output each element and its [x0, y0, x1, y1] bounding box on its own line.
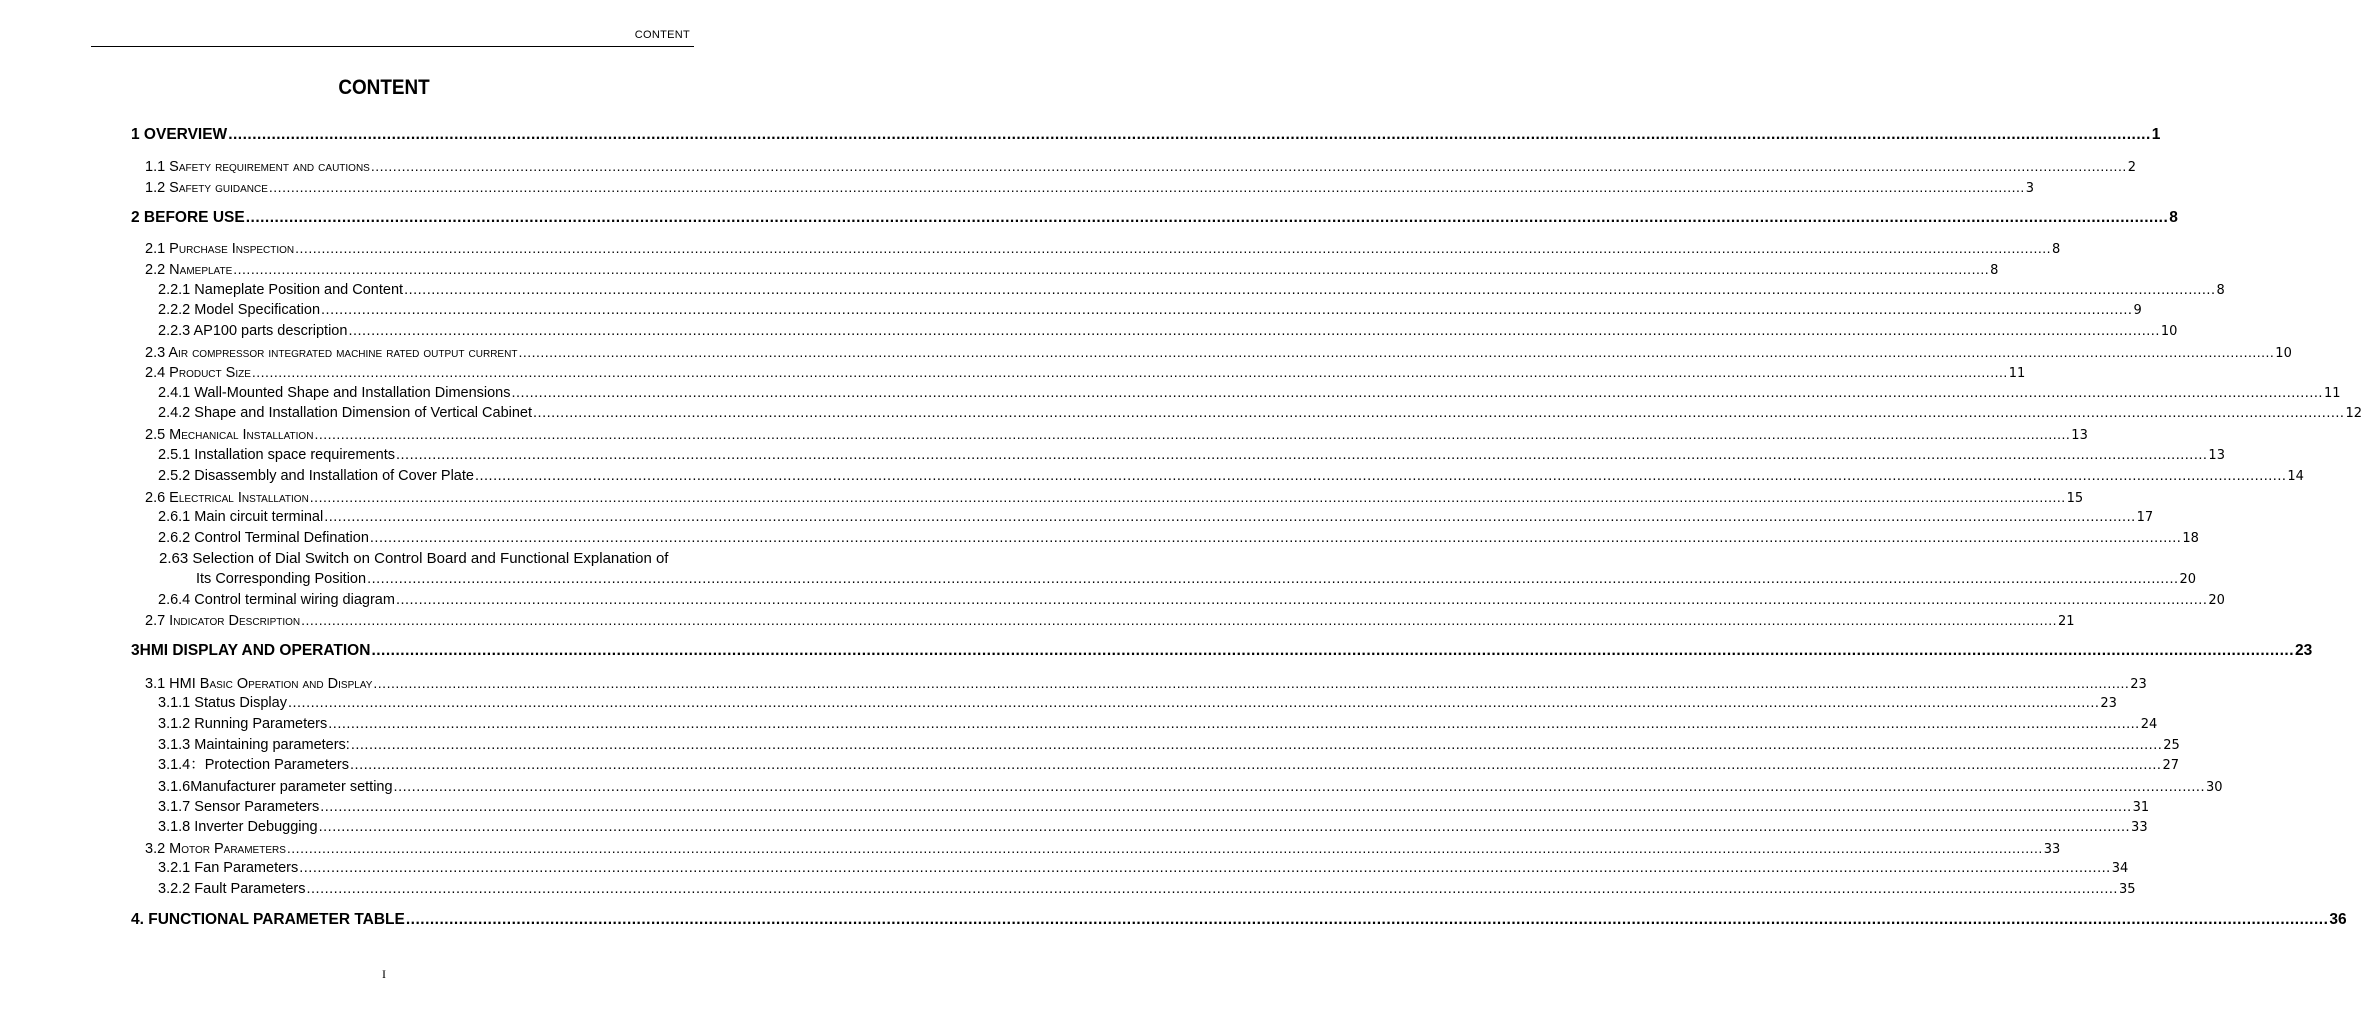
toc-entry[interactable]: [145, 342, 2292, 364]
toc-leader-dots: ................................................................................................................................................................................................................................................................................................................................................................................................................: [318, 819, 2131, 835]
toc-entry-label: 2.2.2 Model Specification: [158, 302, 321, 318]
toc-leader-dots: ................................................................................................................................................................................................................................................................................................................................................................................................................: [393, 779, 2205, 795]
toc-entry-page: 33: [2131, 820, 2148, 835]
toc-entry-page: 35: [2118, 882, 2136, 897]
toc-entry[interactable]: [145, 673, 2147, 695]
toc-leader-dots: ................................................................................................................................................................................................................................................................................................................................................................................................................: [295, 240, 2052, 256]
toc-entry-label: 3.1.8 Inverter Debugging: [158, 819, 318, 835]
toc-entry-page: 17: [2136, 510, 2154, 525]
toc-entry[interactable]: [158, 817, 2148, 838]
toc-entry-page: 20: [2208, 593, 2225, 608]
toc-entry[interactable]: [158, 858, 2129, 879]
toc-entry[interactable]: [158, 714, 2158, 735]
toc-leader-dots: ................................................................................................................................................................................................................................................................................................................................................................................................................: [350, 757, 2162, 773]
toc-leader-dots: ................................................................................................................................................................................................................................................................................................................................................................................................................: [395, 447, 2208, 463]
toc-entry-label: 2 BEFORE USE: [131, 209, 245, 226]
toc-entry-label: 2.1 Purchase Inspection: [145, 241, 295, 257]
toc-leader-dots: ................................................................................................................................................................................................................................................................................................................................................................................................................: [350, 737, 2163, 753]
toc-entry-page: 34: [2111, 861, 2129, 876]
toc-entry-page: 30: [2205, 780, 2223, 795]
toc-entry[interactable]: [145, 838, 2061, 860]
toc-entry[interactable]: [145, 156, 2136, 178]
toc-entry-page: 23: [2100, 696, 2117, 711]
toc-entry-label: 3.1.2 Running Parameters: [158, 716, 328, 732]
toc-entry-label: Its Corresponding Position: [196, 571, 367, 587]
toc-leader-dots: ................................................................................................................................................................................................................................................................................................................................................................................................................: [268, 179, 2025, 195]
toc-entry-page: 36: [2329, 911, 2347, 928]
toc-entry[interactable]: [145, 238, 2061, 260]
toc-leader-dots: ................................................................................................................................................................................................................................................................................................................................................................................................................: [324, 509, 2136, 525]
toc-entry-page: 18: [2182, 531, 2199, 546]
toc-entry-page: 23: [2130, 677, 2147, 692]
toc-entry[interactable]: [196, 569, 2197, 590]
toc-leader-dots: ................................................................................................................................................................................................................................................................................................................................................................................................................: [369, 530, 2182, 546]
toc-entry-page: 10: [2160, 324, 2178, 339]
toc-entry-page: 13: [2071, 428, 2088, 443]
toc-entry-label: 2.3 Air compressor integrated machine rated output current: [145, 345, 518, 361]
toc-entry-label: 1.1 Safety requirement and cautions: [145, 159, 370, 175]
toc-entry-label: 2.6.4 Control terminal wiring diagram: [158, 592, 395, 608]
toc-entry-label: 2.2.1 Nameplate Position and Content: [158, 282, 404, 298]
toc-entry-page: 24: [2140, 717, 2158, 732]
toc-entry-page: 15: [2066, 491, 2084, 506]
toc-entry-label: 4. FUNCTIONAL PARAMETER TABLE: [131, 911, 405, 928]
toc-entry[interactable]: [158, 383, 2341, 404]
toc-leader-dots: ................................................................................................................................................................................................................................................................................................................................................................................................................: [395, 592, 2208, 608]
toc-entry-label: 3HMI DISPLAY AND OPERATION: [131, 642, 371, 659]
toc-leader-dots: ................................................................................................................................................................................................................................................................................................................................................................................................................: [251, 364, 2008, 380]
toc-entry-page: 10: [2275, 346, 2292, 361]
toc-leader-dots: ................................................................................................................................................................................................................................................................................................................................................................................................................: [367, 571, 2179, 587]
toc-entry-page: 27: [2162, 758, 2179, 773]
toc-entry-page: 12: [2345, 406, 2362, 421]
toc-entry-label: 2.5 Mechanical Installation: [145, 427, 314, 443]
toc-entry-page: 20: [2179, 572, 2197, 587]
toc-entry-page: 8: [2216, 283, 2225, 298]
toc-entry-label: 3.2.1 Fan Parameters: [158, 860, 299, 876]
toc-entry[interactable]: [158, 693, 2117, 714]
toc-leader-dots: ................................................................................................................................................................................................................................................................................................................................................................................................................: [245, 209, 2169, 226]
toc-entry-page: 25: [2163, 738, 2180, 753]
toc-entry[interactable]: [158, 735, 2180, 756]
toc-leader-dots: ................................................................................................................................................................................................................................................................................................................................................................................................................: [518, 344, 2275, 360]
toc-entry[interactable]: [131, 641, 2313, 661]
toc-entry-label: 3.2 Motor Parameters: [145, 841, 286, 857]
toc-entry-page: 33: [2043, 842, 2061, 857]
toc-entry-page: 23: [2295, 642, 2313, 659]
toc-entry-label: 2.7 Indicator Description: [145, 613, 301, 629]
toc-entry-label: 2.6.2 Control Terminal Defination: [158, 530, 369, 546]
toc-entry[interactable]: [158, 590, 2225, 611]
toc-leader-dots: ................................................................................................................................................................................................................................................................................................................................................................................................................: [301, 612, 2057, 628]
toc-leader-dots: ................................................................................................................................................................................................................................................................................................................................................................................................................: [404, 282, 2216, 298]
toc-leader-dots: ................................................................................................................................................................................................................................................................................................................................................................................................................: [321, 302, 2133, 318]
toc-leader-dots: ................................................................................................................................................................................................................................................................................................................................................................................................................: [533, 405, 2345, 421]
toc-leader-dots: ................................................................................................................................................................................................................................................................................................................................................................................................................: [233, 261, 1990, 277]
toc-leader-dots: ................................................................................................................................................................................................................................................................................................................................................................................................................: [286, 840, 2043, 856]
toc-entry[interactable]: [158, 445, 2225, 466]
toc-entry-page: 1: [2151, 126, 2161, 143]
footer-page-number: I: [382, 967, 386, 981]
toc-entry[interactable]: [158, 755, 2179, 776]
toc-entry-page: 11: [2008, 366, 2026, 381]
toc-entry-page: 2: [2127, 160, 2136, 175]
toc-entry-page: 14: [2287, 469, 2304, 484]
toc-leader-dots: ................................................................................................................................................................................................................................................................................................................................................................................................................: [328, 716, 2140, 732]
toc-entry-label: 2.4.1 Wall-Mounted Shape and Installation Dimensions: [158, 385, 511, 401]
toc-leader-dots: ................................................................................................................................................................................................................................................................................................................................................................................................................: [314, 426, 2071, 442]
toc-entry-label: 2.6.1 Main circuit terminal: [158, 509, 324, 525]
toc-entry-label: 3.1.3 Maintaining parameters:: [158, 737, 350, 753]
toc-leader-dots: ................................................................................................................................................................................................................................................................................................................................................................................................................: [371, 642, 2294, 659]
toc-entry[interactable]: [158, 321, 2178, 342]
toc-entry[interactable]: [131, 208, 2178, 228]
toc-entry-label: 1.2 Safety guidance: [145, 180, 268, 196]
running-header: CONTENT: [634, 29, 690, 41]
header-rule: [91, 46, 694, 47]
toc-leader-dots: ................................................................................................................................................................................................................................................................................................................................................................................................................: [348, 323, 2160, 339]
toc-entry-page: 8: [2052, 242, 2061, 257]
toc-entry-wrap-line: 2.63 Selection of Dial Switch on Control Board and Functional Explanation of: [159, 550, 669, 567]
toc-leader-dots: ................................................................................................................................................................................................................................................................................................................................................................................................................: [228, 126, 2151, 143]
toc-entry[interactable]: [131, 125, 2161, 145]
toc-entry-page: 11: [2323, 386, 2341, 401]
toc-entry[interactable]: [158, 777, 2223, 798]
toc-entry[interactable]: [145, 259, 1999, 281]
toc-leader-dots: ................................................................................................................................................................................................................................................................................................................................................................................................................: [299, 860, 2111, 876]
toc-entry[interactable]: [158, 403, 2362, 424]
toc-entry[interactable]: [131, 910, 2347, 930]
toc-leader-dots: ................................................................................................................................................................................................................................................................................................................................................................................................................: [306, 881, 2118, 897]
toc-entry-label: 3.1.6Manufacturer parameter setting: [158, 779, 393, 795]
toc-leader-dots: ................................................................................................................................................................................................................................................................................................................................................................................................................: [287, 695, 2100, 711]
toc-entry[interactable]: [158, 879, 2136, 900]
toc-entry[interactable]: [158, 507, 2154, 528]
toc-entry-label: 3.2.2 Fault Parameters: [158, 881, 306, 897]
toc-entry-page: 13: [2208, 448, 2225, 463]
toc-entry-label: 3.1.1 Status Display: [158, 695, 287, 711]
toc-leader-dots: ................................................................................................................................................................................................................................................................................................................................................................................................................: [474, 468, 2287, 484]
toc-leader-dots: ................................................................................................................................................................................................................................................................................................................................................................................................................: [309, 489, 2066, 505]
toc-entry-label: 2.5.1 Installation space requirements: [158, 447, 395, 463]
toc-entry-label: 2.4.2 Shape and Installation Dimension of Vertical Cabinet: [158, 405, 533, 421]
toc-entry[interactable]: [145, 177, 2035, 199]
toc-entry-page: 8: [2169, 209, 2178, 226]
toc-entry-page: 31: [2132, 800, 2150, 815]
toc-entry-label: 1 OVERVIEW: [131, 126, 228, 143]
toc-entry-page: 21: [2058, 614, 2075, 629]
page-title: CONTENT: [338, 76, 430, 99]
toc-entry[interactable]: [158, 797, 2150, 818]
toc-entry-label: 2.4 Product Size: [145, 365, 251, 381]
toc-entry-label: 2.2 Nameplate: [145, 262, 233, 278]
toc-entry[interactable]: [158, 280, 2225, 301]
toc-entry-label: 3.1.4：Protection Parameters: [158, 757, 350, 773]
toc-entry[interactable]: [145, 362, 2026, 384]
toc-entry[interactable]: [158, 466, 2304, 487]
toc-entry[interactable]: [145, 610, 2075, 632]
toc-leader-dots: ................................................................................................................................................................................................................................................................................................................................................................................................................: [373, 675, 2130, 691]
toc-leader-dots: ................................................................................................................................................................................................................................................................................................................................................................................................................: [320, 799, 2132, 815]
toc-entry-label: 2.2.3 AP100 parts description: [158, 323, 348, 339]
toc-leader-dots: ................................................................................................................................................................................................................................................................................................................................................................................................................: [370, 158, 2127, 174]
toc-entry[interactable]: [158, 300, 2142, 321]
toc-entry-label: 3.1.7 Sensor Parameters: [158, 799, 320, 815]
toc-entry-label: 2.6 Electrical Installation: [145, 490, 309, 506]
toc-entry-label: 2.5.2 Disassembly and Installation of Cover Plate: [158, 468, 474, 484]
toc-entry[interactable]: [158, 528, 2199, 549]
toc-entry[interactable]: [145, 487, 2084, 509]
toc-entry-page: 9: [2133, 303, 2142, 318]
toc-entry-page: 3: [2025, 181, 2035, 196]
toc-leader-dots: ................................................................................................................................................................................................................................................................................................................................................................................................................: [405, 911, 2329, 928]
toc-entry-page: 8: [1990, 263, 1999, 278]
toc-leader-dots: ................................................................................................................................................................................................................................................................................................................................................................................................................: [511, 385, 2323, 401]
toc-entry-label: 3.1 HMI Basic Operation and Display: [145, 676, 373, 692]
toc-entry[interactable]: [145, 424, 2088, 446]
